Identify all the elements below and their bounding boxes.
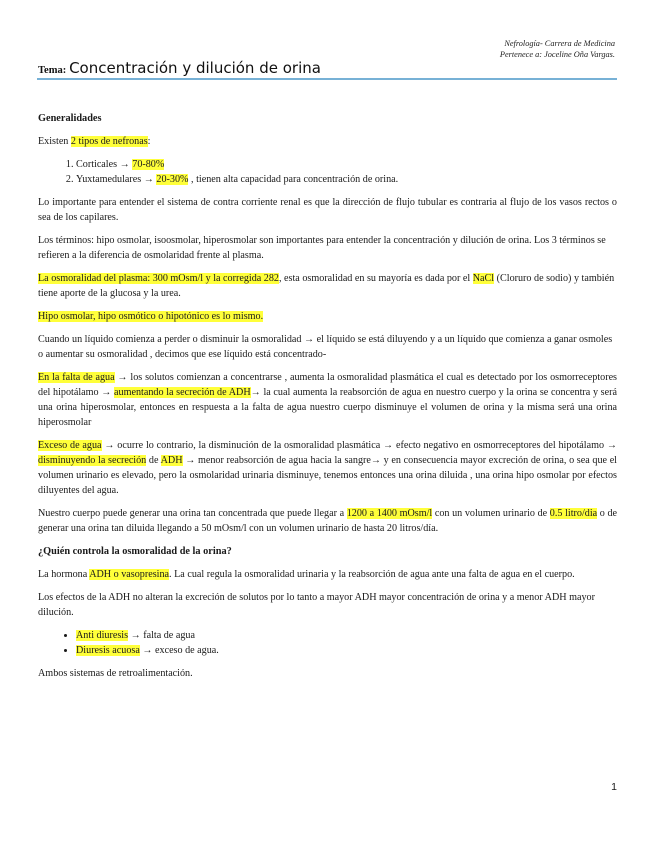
header-rule: [37, 78, 617, 80]
highlight: ADH o vasopresina: [89, 569, 170, 580]
paragraph: En la falta de agua → los solutos comienzan a concentrarse , aumenta la osmoralidad plasmática el cual es detectado por los osmorreceptores del hipotálamo → aumentando la secreción de ADH→ la cual aumenta la reabsorción de agua en nuestro cuerpo y la orina se concentra y será una orina hiperosmolar, entonces en respuesta a la falta de agua nuestro cuerpo disminuye el volumen de orina y la misma será una orina hiperosmolar: [38, 372, 617, 428]
highlight: aumentando la secreción de ADH: [114, 387, 251, 398]
highlight: 1200 a 1400 mOsm/l: [346, 508, 433, 519]
highlight: Anti diuresis: [76, 630, 129, 641]
highlight: ADH: [160, 455, 183, 466]
topic-label: Tema:: [38, 65, 67, 76]
highlight: Exceso de agua: [38, 440, 102, 451]
highlight: NaCl: [472, 273, 495, 284]
nephron-list: [38, 157, 617, 187]
header-course: Nefrología- Carrera de Medicina: [504, 39, 615, 48]
highlight: En la falta de agua: [38, 372, 115, 383]
highlight: Diuresis acuosa: [76, 645, 140, 656]
topic-text: Concentración y dilución de orina: [69, 59, 321, 77]
highlight: 0.5 litro/dia: [549, 508, 598, 519]
paragraph: [38, 309, 617, 324]
paragraph: Lo importante para entender el sistema de contra corriente renal es que la dirección de flujo tubular es contraria al flujo de los vasos rectos o sea de los capilares.: [38, 197, 617, 223]
highlight: disminuyendo la secreción: [38, 455, 147, 466]
highlight: Hipo osmolar, hipo osmótico o hipotónico es lo mismo.: [38, 311, 264, 322]
paragraph: Ambos sistemas de retroalimentación.: [38, 668, 193, 679]
bullet-list: [38, 628, 617, 658]
page-number: 1: [611, 781, 617, 793]
highlight: 2 tipos de nefronas: [70, 136, 148, 147]
paragraph: La osmoralidad del plasma: 300 mOsm/l y la corregida 282, esta osmoralidad en su mayoría es dada por el NaCl (Cloruro de sodio) y también tiene aporte de la glucosa y la urea.: [38, 273, 615, 299]
paragraph: Los efectos de la ADH no alteran la excreción de solutos por lo tanto a mayor ADH mayor concentración de orina y a menor ADH mayor dilución.: [38, 592, 595, 618]
list-item: 1. Corticales → 70-80%: [76, 157, 617, 172]
paragraph: La hormona ADH o vasopresina. La cual regula la osmoralidad urinaria y la reabsorción de agua ante una falta de agua en el cuerpo.: [38, 569, 575, 580]
paragraph: Exceso de agua → ocurre lo contrario, la disminución de la osmoralidad plasmática → efecto negativo en osmorreceptores del hipotálamo → disminuyendo la secreción de ADH → menor reabsorción de agua hacia la sangre→ y en consecuencia mayor excreción de orina, o sea que el volumen urinario es elevado, pero la osmolaridad urinaria disminuye, tenemos entonces una orina diluida , una orina hipo osmolar por efectos diluyentes del agua.: [38, 440, 617, 496]
paragraph: Los términos: hipo osmolar, isoosmolar, hiperosmolar son importantes para entender la concentración y dilución de orina. Los 3 términos se refieren a la diferencia de osmolaridad frente al plasma.: [38, 235, 606, 261]
document-header: [500, 38, 615, 60]
list-item: • Anti diuresis → falta de agua: [76, 628, 617, 643]
section-heading-quien: ¿Quién controla la osmoralidad de la orina?: [38, 546, 232, 557]
paragraph: Cuando un líquido comienza a perder o disminuir la osmoralidad → el líquido se está diluyendo y a un líquido que comienza a ganar osmoles o aumentar su osmoralidad , decimos que ese líquido está concentrado-: [38, 334, 613, 360]
list-item: • Diuresis acuosa → exceso de agua.: [76, 643, 617, 658]
highlight: 70-80%: [132, 159, 165, 170]
paragraph-nefronas: Existen 2 tipos de nefronas:: [38, 136, 151, 147]
list-item: 2. Yuxtamedulares → 20-30% , tienen alta capacidad para concentración de orina.: [76, 172, 617, 187]
highlight: 20-30%: [156, 174, 189, 185]
section-heading-generalidades: Generalidades: [38, 113, 102, 124]
highlight: La osmoralidad del plasma: 300 mOsm/l y la corregida 282: [38, 273, 279, 284]
header-owner: Pertenece a: Joceline Oña Vargas.: [499, 50, 615, 59]
document-body: [38, 111, 617, 689]
paragraph: Nuestro cuerpo puede generar una orina tan concentrada que puede llegar a 1200 a 1400 mOsm/l con un volumen urinario de 0.5 litro/dia o de generar una orina tan diluida llegando a 50 mOsm/l con un volumen urinario de hasta 20 litros/día.: [38, 508, 617, 534]
